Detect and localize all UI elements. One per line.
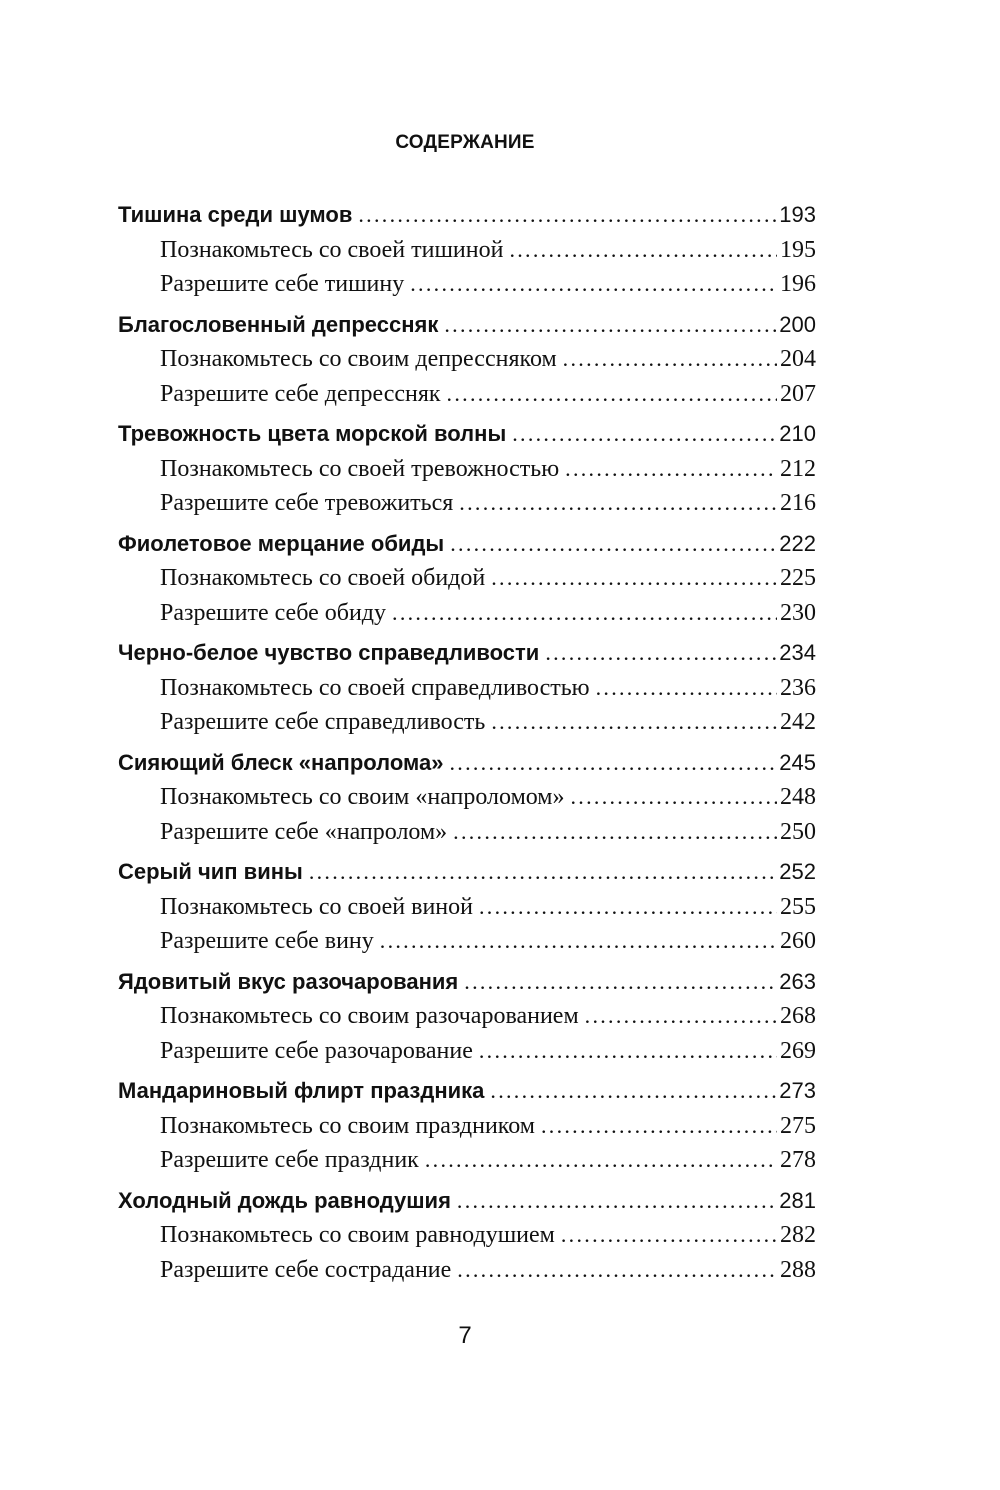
- toc-chapter-entry[interactable]: [118, 417, 816, 452]
- dot-leader: [491, 561, 777, 596]
- subsection-page-number: 196: [780, 271, 816, 297]
- toc-subsection-entry[interactable]: [118, 267, 816, 302]
- subsection-title: Познакомьтесь со своим праздником: [160, 1112, 535, 1139]
- subsection-page-number: 236: [780, 674, 816, 701]
- chapter-title: Холодный дождь равнодушия: [118, 1187, 451, 1213]
- toc-chapter-entry[interactable]: [118, 527, 816, 562]
- page-title: СОДЕРЖАНИЕ: [395, 132, 535, 153]
- chapter-title: Мандариновый флирт праздника: [118, 1078, 485, 1103]
- chapter-page-number: 252: [779, 859, 816, 884]
- subsection-title: Разрешите себе «напролом»: [160, 818, 448, 845]
- toc-section: [118, 746, 816, 850]
- chapter-page-number: 263: [779, 968, 816, 994]
- dot-leader: [563, 342, 777, 377]
- subsection-title: Познакомьтесь со своим «напроломом»: [160, 784, 565, 810]
- dot-leader: [509, 233, 777, 268]
- toc-subsection-entry[interactable]: [118, 890, 816, 925]
- chapter-page-number: 234: [779, 640, 816, 665]
- toc-subsection-entry[interactable]: [118, 452, 816, 487]
- toc-subsection-entry[interactable]: [118, 1218, 816, 1253]
- dot-leader: [457, 1184, 776, 1219]
- dot-leader: [444, 308, 776, 343]
- toc-subsection-entry[interactable]: [118, 815, 816, 850]
- subsection-page-number: 269: [780, 1037, 816, 1064]
- toc-chapter-entry[interactable]: [118, 636, 816, 671]
- dot-leader: [410, 267, 777, 302]
- dot-leader: [479, 890, 777, 925]
- dot-leader: [464, 965, 776, 1000]
- subsection-page-number: 275: [780, 1112, 816, 1139]
- subsection-title: Познакомьтесь со своим равнодушием: [160, 1222, 555, 1248]
- dot-leader: [453, 815, 777, 850]
- subsection-title: Разрешите себе вину: [160, 928, 374, 954]
- chapter-title: Ядовитый вкус разочарования: [118, 968, 459, 994]
- dot-leader: [571, 780, 778, 815]
- toc-chapter-entry[interactable]: [118, 1074, 816, 1109]
- subsection-title: Познакомьтесь со своим разочарованием: [160, 1003, 579, 1029]
- subsection-title: Познакомьтесь со своей тишиной: [160, 236, 504, 263]
- chapter-title: Тишина среди шумов: [118, 202, 353, 227]
- chapter-title: Сияющий блеск «напролома»: [118, 749, 444, 775]
- chapter-page-number: 193: [779, 202, 816, 227]
- dot-leader: [309, 855, 776, 890]
- toc-chapter-entry[interactable]: [118, 198, 816, 233]
- dot-leader: [491, 705, 777, 740]
- dot-leader: [490, 1074, 776, 1109]
- subsection-page-number: 204: [780, 346, 816, 372]
- toc-subsection-entry[interactable]: [118, 596, 816, 631]
- toc-section: [118, 198, 816, 302]
- subsection-page-number: 250: [780, 818, 816, 845]
- toc-chapter-entry[interactable]: [118, 855, 816, 890]
- subsection-page-number: 255: [780, 893, 816, 920]
- chapter-page-number: 281: [779, 1187, 816, 1213]
- subsection-page-number: 207: [780, 380, 816, 407]
- subsection-title: Разрешите себе тревожиться: [160, 490, 454, 516]
- toc-section: [118, 417, 816, 521]
- toc-subsection-entry[interactable]: [118, 1034, 816, 1069]
- chapter-title: Черно-белое чувство справедливости: [118, 640, 540, 665]
- chapter-title: Благословенный депрессняк: [118, 311, 439, 337]
- subsection-page-number: 225: [780, 565, 816, 591]
- subsection-page-number: 248: [780, 784, 816, 810]
- toc-chapter-entry[interactable]: [118, 965, 816, 1000]
- toc-subsection-entry[interactable]: [118, 233, 816, 268]
- toc-section: [118, 527, 816, 631]
- toc-section: [118, 1184, 816, 1288]
- subsection-page-number: 230: [780, 599, 816, 626]
- dot-leader: [358, 198, 776, 233]
- subsection-title: Разрешите себе тишину: [160, 271, 405, 297]
- subsection-page-number: 216: [780, 490, 816, 516]
- dot-leader: [380, 924, 777, 959]
- table-of-contents: [118, 198, 816, 1293]
- chapter-title: Фиолетовое мерцание обиды: [118, 530, 445, 556]
- subsection-page-number: 268: [780, 1003, 816, 1029]
- subsection-title: Познакомьтесь со своей виной: [160, 893, 473, 920]
- toc-subsection-entry[interactable]: [118, 486, 816, 521]
- toc-subsection-entry[interactable]: [118, 780, 816, 815]
- chapter-page-number: 245: [779, 749, 816, 775]
- toc-subsection-entry[interactable]: [118, 1109, 816, 1144]
- dot-leader: [596, 671, 777, 706]
- dot-leader: [545, 636, 776, 671]
- toc-chapter-entry[interactable]: [118, 1184, 816, 1219]
- toc-subsection-entry[interactable]: [118, 377, 816, 412]
- dot-leader: [561, 1218, 777, 1253]
- subsection-title: Разрешите себе разочарование: [160, 1037, 473, 1064]
- chapter-page-number: 273: [779, 1078, 816, 1103]
- subsection-title: Познакомьтесь со своей обидой: [160, 565, 486, 591]
- subsection-title: Познакомьтесь со своей тревожностью: [160, 455, 560, 482]
- toc-section: [118, 965, 816, 1069]
- toc-subsection-entry[interactable]: [118, 999, 816, 1034]
- toc-section: [118, 636, 816, 740]
- subsection-title: Познакомьтесь со своей справедливостью: [160, 674, 590, 701]
- dot-leader: [392, 596, 777, 631]
- subsection-page-number: 278: [780, 1147, 816, 1173]
- toc-subsection-entry[interactable]: [118, 671, 816, 706]
- dot-leader: [450, 527, 776, 562]
- chapter-title: Тревожность цвета морской волны: [118, 421, 507, 446]
- toc-subsection-entry[interactable]: [118, 1143, 816, 1178]
- subsection-title: Разрешите себе депрессняк: [160, 380, 441, 407]
- toc-subsection-entry[interactable]: [118, 342, 816, 377]
- dot-leader: [459, 486, 777, 521]
- toc-subsection-entry[interactable]: [118, 924, 816, 959]
- subsection-page-number: 260: [780, 928, 816, 954]
- subsection-title: Познакомьтесь со своим депрессняком: [160, 346, 557, 372]
- dot-leader: [565, 452, 777, 487]
- dot-leader: [447, 377, 777, 412]
- subsection-page-number: 288: [780, 1256, 816, 1283]
- dot-leader: [425, 1143, 777, 1178]
- dot-leader: [541, 1109, 777, 1144]
- toc-subsection-entry[interactable]: [118, 1253, 816, 1288]
- toc-subsection-entry[interactable]: [118, 705, 816, 740]
- page-number: 7: [458, 1322, 472, 1349]
- subsection-title: Разрешите себе праздник: [160, 1147, 419, 1173]
- toc-section: [118, 1074, 816, 1178]
- toc-chapter-entry[interactable]: [118, 746, 816, 781]
- chapter-page-number: 222: [779, 530, 816, 556]
- subsection-page-number: 212: [780, 455, 816, 482]
- toc-subsection-entry[interactable]: [118, 561, 816, 596]
- dot-leader: [585, 999, 777, 1034]
- toc-chapter-entry[interactable]: [118, 308, 816, 343]
- chapter-page-number: 200: [779, 311, 816, 337]
- dot-leader: [449, 746, 776, 781]
- subsection-page-number: 242: [780, 709, 816, 735]
- chapter-page-number: 210: [779, 421, 816, 446]
- dot-leader: [512, 417, 776, 452]
- dot-leader: [457, 1253, 777, 1288]
- dot-leader: [479, 1034, 777, 1069]
- subsection-title: Разрешите себе справедливость: [160, 709, 486, 735]
- toc-section: [118, 308, 816, 412]
- chapter-title: Серый чип вины: [118, 859, 303, 884]
- subsection-page-number: 195: [780, 236, 816, 263]
- subsection-page-number: 282: [780, 1222, 816, 1248]
- subsection-title: Разрешите себе сострадание: [160, 1256, 452, 1283]
- subsection-title: Разрешите себе обиду: [160, 599, 387, 626]
- toc-section: [118, 855, 816, 959]
